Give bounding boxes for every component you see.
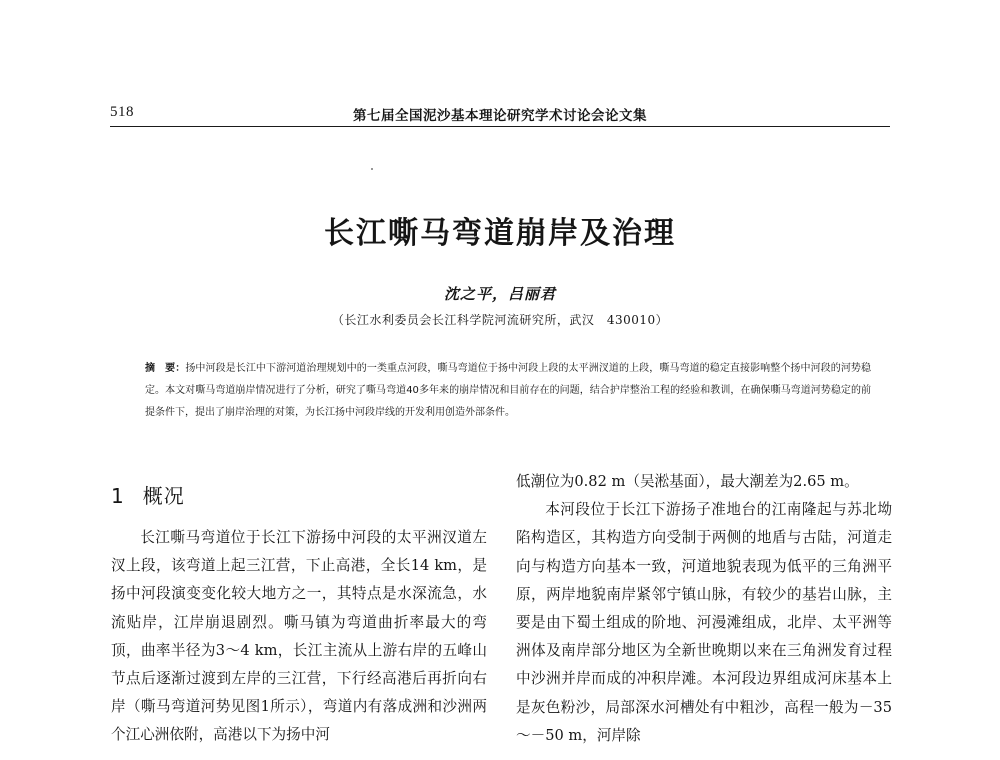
paper-title: 长江嘶马弯道崩岸及治理 bbox=[324, 216, 676, 251]
abstract-text: 扬中河段是长江中下游河道治理规划中的一类重点河段，嘶马弯道位于扬中河段上段的太平洲汊道的上段，嘶马弯道的稳定直接影响整个扬中河段的河势稳定。本文对嘶马弯道崩岸情况进行了分析，研究了嘶马弯道40多年来的崩岸情况和目前存在的问题，结合护岸整治工程的经验和教训，在确保嘶马弯道河势稳定的前提条件下，提出了崩岸治理的对策，为长江扬中河段岸线的开发利用创造外部条件。 bbox=[145, 363, 872, 418]
section-heading bbox=[111, 468, 487, 524]
journal-title: 第七届全国泥沙基本理论研究学术讨论会论文集 bbox=[353, 108, 647, 124]
section-number: 1 bbox=[111, 483, 125, 508]
abstract-label: 摘 要： bbox=[145, 363, 186, 374]
body-paragraph: 本河段位于长江下游扬子准地台的江南隆起与苏北坳陷构造区，其构造方向受制于两侧的地盾与古陆，河道走向与构造方向基本一致，河道地貌表现为低平的三角洲平原，两岸地貌南岸紧邻宁镇山脉，有较少的基岩山脉，主要是由下蜀土组成的阶地、河漫滩组成，北岸、太平洲等洲体及南岸部分地区为全新世晚期以来在三角洲发育过程中沙洲并岸而成的冲积岸滩。本河段边界组成河床基本上是灰色粉沙，局部深水河槽处有中粗沙，高程一般为－35～－50 m，河岸除 bbox=[516, 501, 892, 744]
author-list: 沈之平，吕丽君 bbox=[443, 285, 556, 303]
abstract bbox=[145, 358, 871, 424]
page-number: 518 bbox=[110, 104, 134, 120]
section-title: 概况 bbox=[142, 483, 185, 508]
right-column bbox=[516, 468, 892, 750]
running-header bbox=[110, 104, 890, 127]
author-affiliation: （长江水利委员会长江科学院河流研究所，武汉 430010） bbox=[331, 313, 669, 327]
body-paragraph: 长江嘶马弯道位于长江下游扬中河段的太平洲汊道左汊上段，该弯道上起三江营，下止高港，全长14 km，是扬中河段演变变化较大地方之一，其特点是水深流急，水流贴岸，江岸崩退剧烈。嘶马镇为弯道曲折率最大的弯顶，曲率半径为3～4 km，长江主流从上游右岸的五峰山节点后逐渐过渡到左岸的三江营，下行经高港后再折向右岸（嘶马弯道河势见图1所示），弯道内有落成洲和沙洲两个江心洲依附，高港以下为扬中河 bbox=[111, 529, 487, 744]
left-column bbox=[111, 468, 487, 750]
body-paragraph-continued: 低潮位为0.82 m（吴淞基面），最大潮差为2.65 m。 bbox=[516, 473, 859, 490]
scan-speck bbox=[371, 168, 373, 170]
